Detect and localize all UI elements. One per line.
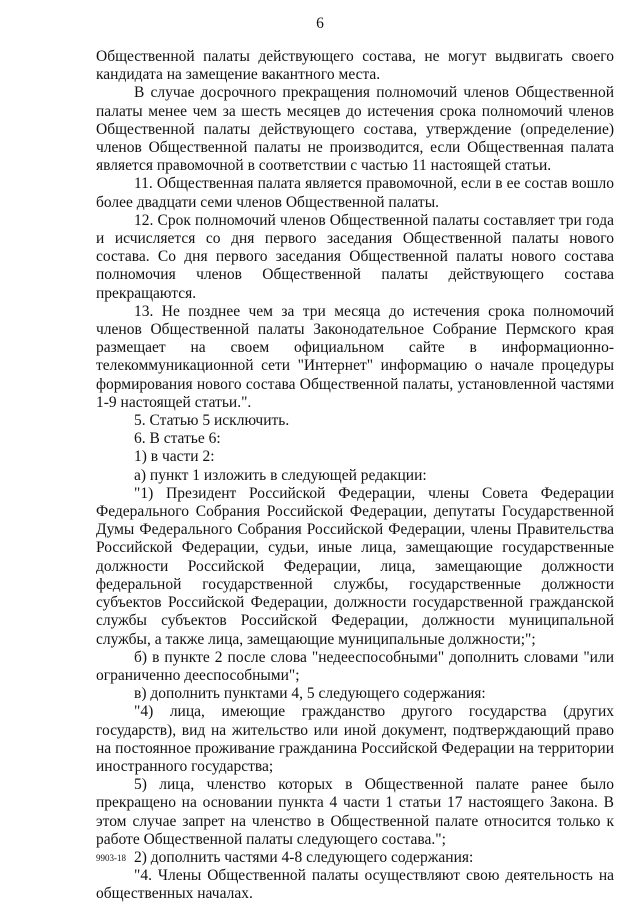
paragraph: а) пункт 1 изложить в следующей редакции:: [134, 466, 427, 484]
paragraph: 5) лица, членство которых в Общественной палате ранее было прекращено на основании пункта 4 части 1 статьи 17 настоящего Закона. В этом случае запрет на членство в Общественной палате относится только к работе Общественной палаты следующего состава.";: [96, 776, 614, 848]
paragraph: В случае досрочного прекращения полномочий членов Общественной палаты менее чем за шесть месяцев до истечения срока полномочий членов Общественной палаты действующего состава, утверждение (определение) членов Общественной палаты не производится, если Общественная палата является правомочной в соответствии с частью 11 настоящей статьи.: [96, 84, 614, 175]
paragraph: 12. Срок полномочий членов Общественной палаты составляет три года и исчисляется со дня первого заседания Общественной палаты нового состава. Со дня первого заседания Общественной палаты нового состава полномочия членов Общественной палаты действующего состава прекращаются.: [96, 211, 614, 302]
paragraph: Общественной палаты действующего состава, не могут выдвигать своего кандидата на замещение вакантного места.: [96, 48, 614, 84]
paragraph: 5. Статью 5 исключить.: [134, 412, 290, 430]
paragraph: 6. В статье 6:: [134, 430, 221, 448]
paragraph: "4) лица, имеющие гражданство другого государства (других государств), вид на жительство или иной документ, подтверждающий право на постоянное проживание гражданина Российской Федерации на территории иностранного государства;: [96, 703, 614, 775]
paragraph: "1) Президент Российской Федерации, члены Совета Федерации Федерального Собрания Российской Федерации, депутаты Государственной Думы Федерального Собрания Российской Федерации, члены Правительства Российской Федерации, судьи, иные лица, замещающие государственные должности Российской Федерации, лица, замещающие должности федеральной государственной службы, государственные должности субъектов Российской Федерации, должности государственной гражданской службы субъектов Российской Федерации, должности муниципальной службы, а также лица, замещающие муниципальные должности;";: [96, 484, 614, 648]
paragraph: 1) в части 2:: [134, 448, 215, 466]
page-number: 6: [316, 15, 324, 32]
paragraph: б) в пункте 2 после слова "недееспособными" дополнить словами "или ограниченно дееспособными";: [96, 648, 614, 684]
document-code: 9903-18: [96, 853, 126, 863]
paragraph: в) дополнить пунктами 4, 5 следующего содержания:: [134, 685, 486, 703]
document-body: [96, 48, 614, 904]
paragraph: "4. Члены Общественной палаты осуществляют свою деятельность на общественных началах.: [96, 867, 614, 903]
paragraph: 13. Не позднее чем за три месяца до истечения срока полномочий членов Общественной палаты Законодательное Собрание Пермского края размещает на своем официальном сайте в информационно-телекоммуникационной сети "Интернет" информацию о начале процедуры формирования нового состава Общественной палаты, установленной частями 1-9 настоящей статьи.".: [96, 302, 614, 411]
paragraph: 2) дополнить частями 4-8 следующего содержания:: [134, 848, 474, 866]
paragraph: 11. Общественная палата является правомочной, если в ее состав вошло более двадцати семи членов Общественной палаты.: [96, 175, 614, 211]
